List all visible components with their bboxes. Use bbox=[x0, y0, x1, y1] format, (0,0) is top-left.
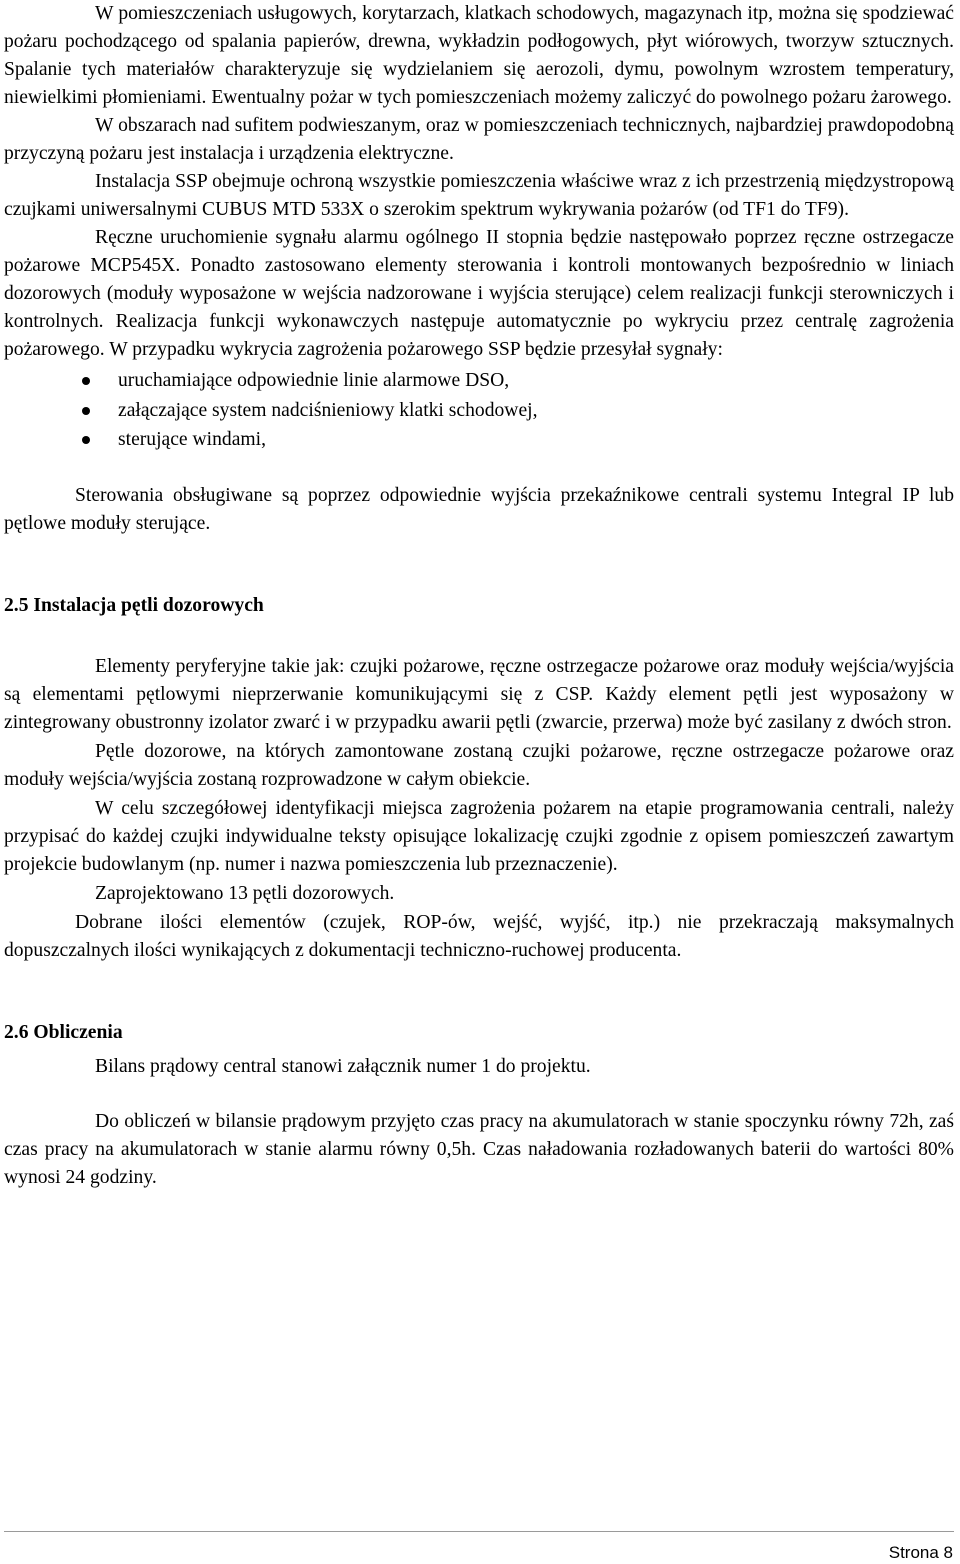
list-item-text: załączające system nadciśnieniowy klatki schodowej, bbox=[118, 399, 538, 421]
footer-rule bbox=[4, 1531, 954, 1532]
paragraph-loop-count: Zaprojektowano 13 pętli dozorowych. bbox=[95, 882, 395, 904]
paragraph-element-limits: Dobrane ilości elementów (czujek, ROP-ów, wejść, wyjść, itp.) nie przekraczają maksymalnych dopuszczalnych ilości wynikających z dokumentacji techniczno-ruchowej producenta. bbox=[4, 911, 954, 961]
bullet-icon bbox=[82, 377, 90, 385]
list-item bbox=[4, 425, 954, 455]
bullet-icon bbox=[82, 407, 90, 415]
paragraph-loops-distribution: Pętle dozorowe, na których zamontowane zostaną czujki pożarowe, ręczne ostrzegacze pożarowe oraz moduły wejścia/wyjścia zostaną rozprowadzone w całym obiekcie. bbox=[4, 740, 954, 790]
list-item bbox=[4, 366, 954, 396]
list-item-text: uruchamiające odpowiednie linie alarmowe DSO, bbox=[118, 370, 510, 391]
paragraph-battery-calc: Do obliczeń w bilansie prądowym przyjęto czas pracy na akumulatorach w stanie spoczynku równy 72h, zaś czas pracy na akumulatorach w stanie alarmu równy 0,5h. Czas naładowania rozładowanych baterii do wartości 80% wynosi 24 godziny. bbox=[4, 1110, 954, 1188]
section-heading-2-6: 2.6 Obliczenia bbox=[4, 1021, 123, 1043]
paragraph-fire-types: W pomieszczeniach usługowych, korytarzach, klatkach schodowych, magazynach itp, można się spodziewać pożaru pochodzącego od spalania papierów, drewna, wykładzin podłogowych, płyt wiórowych, tworzyw sztucznych. Spalanie tych materiałów charakteryzuje się wydzielaniem się aerozoli, dymu, powolnym wzrostem temperatury, niewielkimi płomieniami. Ewentualny pożar w tych pomieszczeniach możemy zaliczyć do powolnego pożaru żarowego. bbox=[4, 3, 954, 108]
page-number: Strona 8 bbox=[888, 1543, 953, 1562]
signal-list bbox=[4, 366, 954, 455]
list-item-text: sterujące windami, bbox=[118, 429, 266, 450]
bullet-icon bbox=[82, 436, 90, 444]
document-page bbox=[4, 0, 954, 1192]
list-item bbox=[4, 396, 954, 426]
paragraph-peripherals: Elementy peryferyjne takie jak: czujki pożarowe, ręczne ostrzegacze pożarowe oraz moduły wejścia/wyjścia są elementami pętlowymi nieprzerwanie komunikującymi się z CSP. Każdy element pętli jest wyposażony w zintegrowany obustronny izolator zwarć i w przypadku awarii pętli (zwarcie, przerwa) może być zasilany z dwóch stron. bbox=[4, 655, 954, 733]
paragraph-ssp-coverage: Instalacja SSP obejmuje ochroną wszystkie pomieszczenia właściwe wraz z ich przestrzenią międzystropową czujkami uniwersalnymi CUBUS MTD 533X o szerokim spektrum wykrywania pożarów (od TF1 do TF9). bbox=[4, 171, 954, 220]
paragraph-manual-alarm: Ręczne uruchomienie sygnału alarmu ogólnego II stopnia będzie następowało poprzez ręczne ostrzegacze pożarowe MCP545X. Ponadto zastosowano elementy sterowania i kontroli montowanych bezpośrednio w liniach dozorowych (moduły wyposażone w wejścia nadzorowane i wyjścia sterujące) celem realizacji funkcji sterowniczych i kontrolnych. Realizacja funkcji wykonawczych następuje automatycznie po wykryciu przez centralę zagrożenia pożarowego. W przypadku wykrycia zagrożenia pożarowego SSP będzie przesyłał sygnały: bbox=[4, 227, 954, 360]
paragraph-power-balance: Bilans prądowy central stanowi załącznik numer 1 do projektu. bbox=[95, 1055, 591, 1077]
section-heading-2-5: 2.5 Instalacja pętli dozorowych bbox=[4, 594, 264, 616]
paragraph-identification: W celu szczegółowej identyfikacji miejsca zagrożenia pożarem na etapie programowania centrali, należy przypisać do każdej czujki indywidualne teksty opisujące lokalizację czujki zgodnie z opisem pomieszczeń zawartym projekcie budowlanym (np. numer i nazwa pomieszczenia lub przeznaczenie). bbox=[4, 797, 954, 875]
paragraph-controls: Sterowania obsługiwane są poprzez odpowiednie wyjścia przekaźnikowe centrali systemu Integral IP lub pętlowe moduły sterujące. bbox=[4, 484, 954, 534]
paragraph-ceiling-areas: W obszarach nad sufitem podwieszanym, oraz w pomieszczeniach technicznych, najbardziej prawdopodobną przyczyną pożaru jest instalacja i urządzenia elektryczne. bbox=[4, 115, 954, 164]
